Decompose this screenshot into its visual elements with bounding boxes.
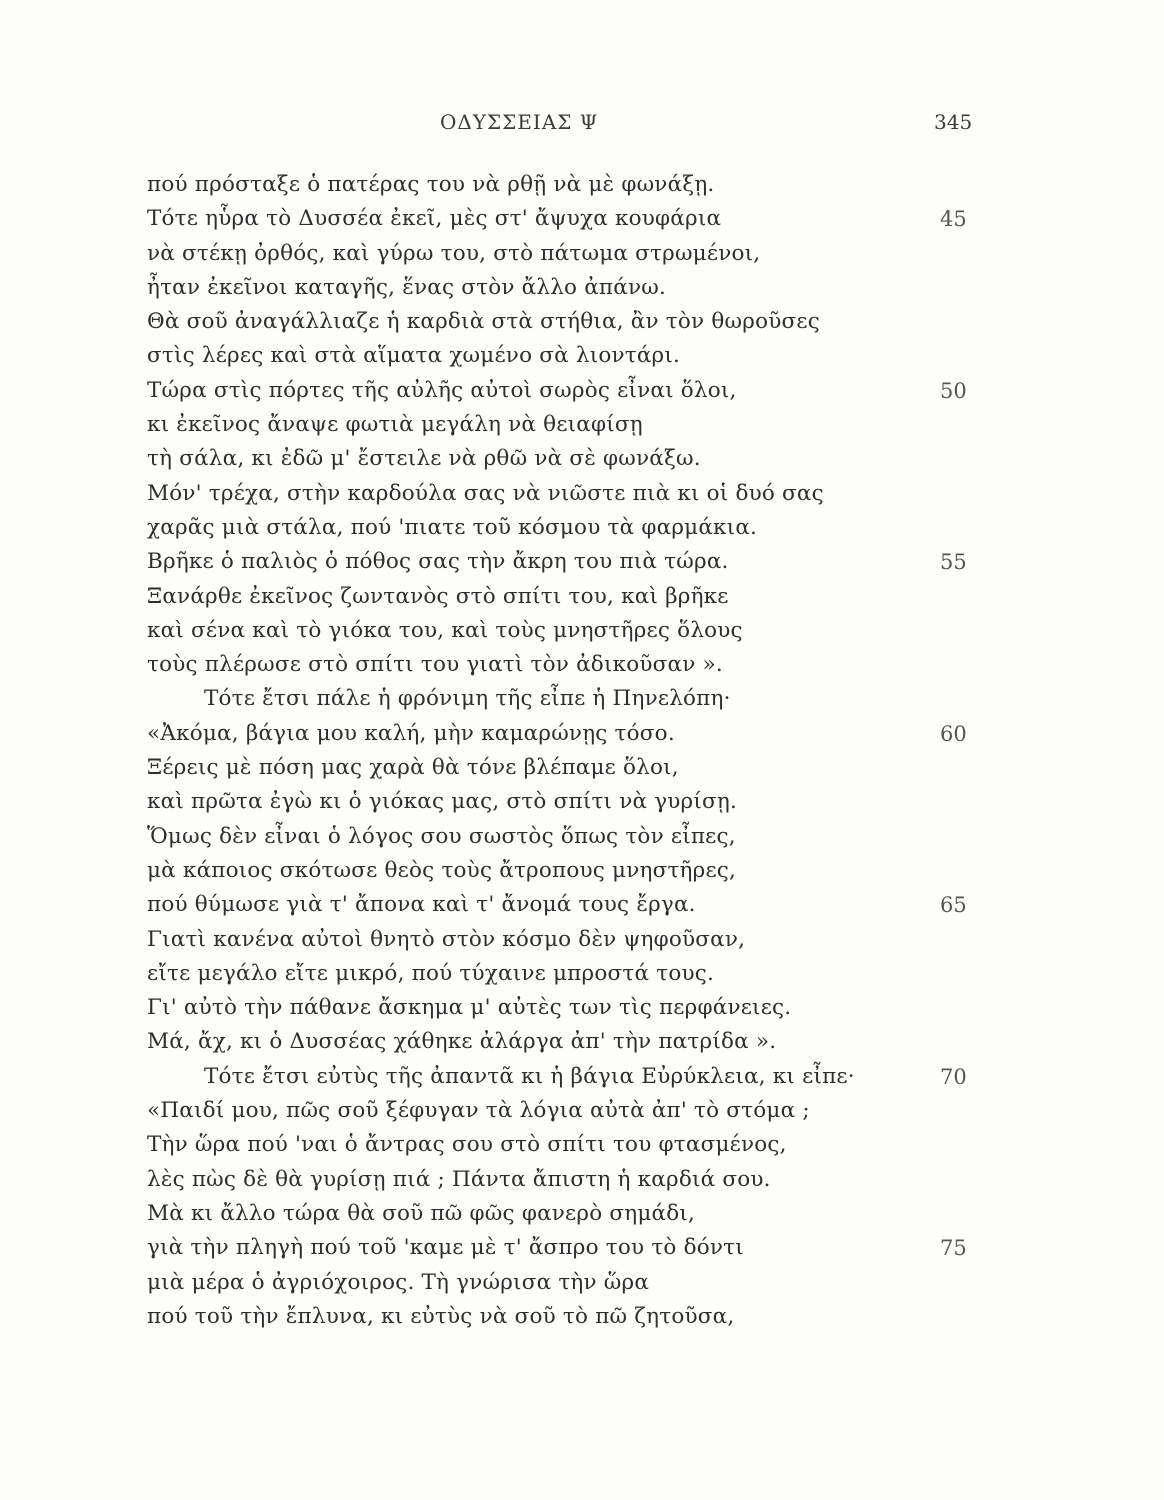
- verse-text: ἦταν ἐκεῖνοι καταγῆς, ἕνας στὸν ἄλλο ἀπάνω.: [147, 274, 667, 300]
- verse-line: [0, 339, 1164, 373]
- verse-line: [0, 545, 1164, 579]
- line-number: 45: [940, 207, 967, 232]
- verse-line: [0, 991, 1164, 1025]
- line-number: 65: [940, 893, 967, 918]
- verse-line: [0, 237, 1164, 271]
- verse-line: [0, 785, 1164, 819]
- verse-line: [0, 1025, 1164, 1059]
- line-number: 75: [940, 1236, 967, 1261]
- verse-line: [0, 408, 1164, 442]
- verse-line: [0, 957, 1164, 991]
- verse-line: [0, 477, 1164, 511]
- verse-text: Γι' αὐτὸ τὴν πάθανε ἄσκημα μ' αὐτὲς των τὶς περφάνειες.: [147, 995, 792, 1021]
- page-number: 345: [934, 110, 973, 134]
- verse-line: [0, 854, 1164, 888]
- running-head: [0, 110, 1164, 140]
- line-number: 50: [940, 378, 967, 403]
- verse-line: [0, 888, 1164, 922]
- verse-line: [0, 682, 1164, 716]
- verse-text: εἴτε μεγάλο εἴτε μικρό, πού τύχαινε μπροστά τους.: [147, 960, 715, 986]
- verse-block: [0, 168, 1164, 1334]
- verse-line: [0, 168, 1164, 202]
- verse-line: [0, 374, 1164, 408]
- verse-text: Ξανάρθε ἐκεῖνος ζωντανὸς στὸ σπίτι του, καὶ βρῆκε: [147, 583, 729, 609]
- verse-line: [0, 305, 1164, 339]
- verse-line: [0, 751, 1164, 785]
- verse-line: [0, 1163, 1164, 1197]
- verse-text: Τότε ἔτσι εὐτὺς τῆς ἀπαντᾶ κι ἡ βάγια Εὐρύκλεια, κι εἶπε·: [204, 1063, 855, 1089]
- verse-text: μιὰ μέρα ὁ ἀγριόχοιρος. Τὴ γνώρισα τὴν ὥρα: [147, 1269, 650, 1295]
- running-title: ΟΔΥΣΣΕΙΑΣ Ψ: [440, 110, 599, 134]
- verse-line: [0, 511, 1164, 545]
- verse-line: [0, 202, 1164, 236]
- verse-line: [0, 580, 1164, 614]
- verse-text: λὲς πὼς δὲ θὰ γυρίσῃ πιά ; Πάντα ἄπιστη ἡ καρδιά σου.: [147, 1166, 771, 1192]
- verse-text: κι ἐκεῖνος ἄναψε φωτιὰ μεγάλη νὰ θειαφίσῃ: [147, 412, 643, 438]
- verse-text: Ξέρεις μὲ πόση μας χαρὰ θὰ τόνε βλέπαμε ὅλοι,: [147, 755, 679, 781]
- verse-line: [0, 614, 1164, 648]
- verse-text: Τώρα στὶς πόρτες τῆς αὐλῆς αὐτοὶ σωρὸς εἶναι ὅλοι,: [147, 377, 737, 403]
- verse-line: [0, 1197, 1164, 1231]
- verse-text: πού τοῦ τὴν ἔπλυνα, κι εὐτὺς νὰ σοῦ τὸ πῶ ζητοῦσα,: [147, 1303, 735, 1329]
- verse-line: [0, 820, 1164, 854]
- verse-text: Τότε ηὗρα τὸ Δυσσέα ἐκεῖ, μὲς στ' ἄψυχα κουφάρια: [147, 206, 722, 232]
- line-number: 60: [940, 721, 967, 746]
- verse-text: Τὴν ὥρα πού 'ναι ὁ ἄντρας σου στὸ σπίτι του φτασμένος,: [147, 1132, 787, 1158]
- verse-line: [0, 717, 1164, 751]
- verse-text: Μὰ κι ἄλλο τώρα θὰ σοῦ πῶ φῶς φανερὸ σημάδι,: [147, 1200, 696, 1226]
- verse-text: καὶ σένα καὶ τὸ γιόκα του, καὶ τοὺς μνηστῆρες ὅλους: [147, 617, 743, 643]
- verse-text: Θὰ σοῦ ἀναγάλλιαζε ἡ καρδιὰ στὰ στήθια, ἂν τὸν θωροῦσες: [147, 309, 820, 335]
- verse-text: Μόν' τρέχα, στὴν καρδούλα σας νὰ νιῶστε πιὰ κι οἱ δυό σας: [147, 480, 824, 506]
- verse-line: [0, 1231, 1164, 1265]
- verse-line: [0, 648, 1164, 682]
- verse-text: Μά, ἄχ, κι ὁ Δυσσέας χάθηκε ἀλάργα ἀπ' τὴν πατρίδα ».: [147, 1029, 777, 1055]
- verse-line: [0, 923, 1164, 957]
- verse-line: [0, 1060, 1164, 1094]
- verse-text: νὰ στέκῃ ὀρθός, καὶ γύρω του, στὸ πάτωμα στρωμένοι,: [147, 240, 761, 266]
- verse-line: [0, 1094, 1164, 1128]
- verse-text: Ὅμως δὲν εἶναι ὁ λόγος σου σωστὸς ὅπως τὸν εἶπες,: [147, 823, 736, 849]
- verse-line: [0, 1300, 1164, 1334]
- verse-text: «Παιδί μου, πῶς σοῦ ξέφυγαν τὰ λόγια αὐτὰ ἀπ' τὸ στόμα ;: [147, 1098, 810, 1124]
- verse-text: χαρᾶς μιὰ στάλα, πού 'πιατε τοῦ κόσμου τὰ φαρμάκια.: [147, 514, 758, 540]
- verse-text: γιὰ τὴν πληγὴ πού τοῦ 'καμε μὲ τ' ἄσπρο του τὸ δόντι: [147, 1235, 744, 1261]
- verse-text: πού θύμωσε γιὰ τ' ἄπονα καὶ τ' ἄνομά τους ἔργα.: [147, 892, 696, 918]
- verse-line: [0, 442, 1164, 476]
- line-number: 70: [940, 1064, 967, 1089]
- verse-text: Βρῆκε ὁ παλιὸς ὁ πόθος σας τὴν ἄκρη του πιὰ τώρα.: [147, 549, 729, 575]
- verse-text: Τότε ἔτσι πάλε ἡ φρόνιμη τῆς εἶπε ἡ Πηνελόπη·: [204, 686, 731, 712]
- verse-text: Γιατὶ κανένα αὐτοὶ θνητὸ στὸν κόσμο δὲν ψηφοῦσαν,: [147, 926, 746, 952]
- verse-text: καὶ πρῶτα ἐγὼ κι ὁ γιόκας μας, στὸ σπίτι νὰ γυρίσῃ.: [147, 789, 738, 815]
- line-number: 55: [940, 550, 967, 575]
- verse-text: στὶς λέρες καὶ στὰ αἵματα χωμένο σὰ λιοντάρι.: [147, 343, 681, 369]
- verse-text: «Ἀκόμα, βάγια μου καλή, μὴν καμαρώνῃς τόσο.: [147, 720, 675, 746]
- verse-text: τὴ σάλα, κι ἐδῶ μ' ἔστειλε νὰ ρθῶ νὰ σὲ φωνάξω.: [147, 446, 701, 472]
- verse-text: πού πρόσταξε ὁ πατέρας του νὰ ρθῇ νὰ μὲ φωνάξῃ.: [147, 172, 715, 197]
- verse-line: [0, 271, 1164, 305]
- verse-line: [0, 1128, 1164, 1162]
- verse-line: [0, 1266, 1164, 1300]
- verse-text: τοὺς πλέρωσε στὸ σπίτι του γιατὶ τὸν ἀδικοῦσαν ».: [147, 652, 723, 678]
- verse-text: μὰ κάποιος σκότωσε θεὸς τοὺς ἄτροπους μνηστῆρες,: [147, 857, 737, 883]
